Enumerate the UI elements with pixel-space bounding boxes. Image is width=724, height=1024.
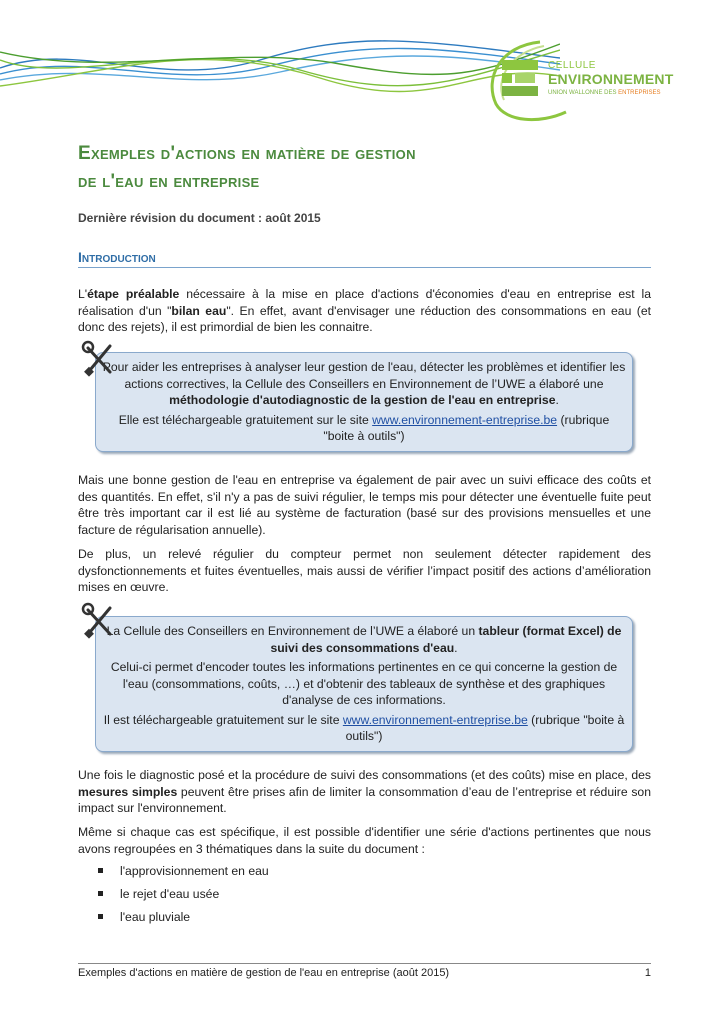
box2-text-1: La Cellule des Conseillers en Environnement de l’UWE a élaboré un tableur (format Excel) de suivi des consommations d'eau. — [106, 624, 622, 655]
revision-date: Dernière révision du document : août 2015 — [78, 211, 321, 225]
list-item: l'approvisionnement en eau — [96, 863, 269, 879]
logo-line-1: CELLULE — [548, 60, 596, 71]
box2-text-3: Il est téléchargeable gratuitement sur le site www.environnement-entreprise.be (rubrique "boite à outils") — [103, 712, 625, 743]
intro-paragraph: L'étape préalable nécessaire à la mise en place d'actions d'économies d'eau en entreprise est la réalisation d'un "bilan eau". En effet, avant d'envisager une réduction des consommations en eau (et donc des rejets), il est primordial de bien les connaitre. — [78, 287, 652, 334]
page-number: 1 — [644, 967, 651, 979]
document-title — [78, 140, 678, 196]
info-box-excel-tool — [95, 616, 633, 752]
info-box-autodiagnostic — [95, 352, 633, 452]
section-title-introduction: Introduction — [78, 249, 651, 268]
list-item: l'eau pluviale — [96, 909, 269, 925]
box1-text-1: Pour aider les entreprises à analyser leur gestion de l'eau, détecter les problèmes et identifier les actions correctives, la Cellule des Conseillers en Environnement de l’UWE a élaboré une méthodologie d'autodiagnostic de la gestion de l'eau en entreprise. — [102, 360, 626, 407]
title-line-2: de l'eau en entreprise — [78, 171, 260, 192]
paragraph-themes: Même si chaque cas est spécifique, il est possible d'identifier une série d'actions pertinentes que nous avons regroupées en 3 thématiques dans la suite du document : — [78, 825, 651, 856]
paragraph-meter-reading: De plus, un relevé régulier du compteur permet non seulement détecter rapidement des dysfonctionnements et fuites éventuelles, mais aussi de vérifier l’impact positif des actions d’amélioration mises en œuvre. — [78, 547, 651, 594]
logo-line-3: UNION WALLONNE DES ENTREPRISES — [548, 90, 661, 96]
page-footer — [78, 963, 651, 979]
box2-text-2: Celui-ci permet d'encoder toutes les informations pertinentes en ce qui concerne la gestion de l'eau (consommations, coûts, …) et d'obtenir des tableaux de synthèse et des graphiques d'analyse de ces informations. — [110, 660, 618, 707]
website-link-2[interactable]: www.environnement-entreprise.be — [342, 712, 528, 727]
box1-text-2: Elle est téléchargeable gratuitement sur le site www.environnement-entreprise.be (rubrique "boite à outils") — [118, 412, 610, 443]
themes-list — [96, 863, 269, 932]
footer-text: Exemples d'actions en matière de gestion de l'eau en entreprise (août 2015) — [78, 967, 450, 979]
tools-icon — [80, 340, 120, 380]
paragraph-cost-monitoring: Mais une bonne gestion de l'eau en entreprise va également de pair avec un suivi efficace des coûts et des quantités. En effet, s'il n'y a pas de suivi régulier, le temps mis pour détecter une éventuelle fuite peut être très important car il est lié au système de facturation (basé sur des provisions mensuelles et une facture de régularisation annuelle). — [78, 473, 651, 537]
tools-icon — [80, 602, 120, 642]
paragraph-simple-measures: Une fois le diagnostic posé et la procédure de suivi des consommations (et des coûts) mise en place, des mesures simples peuvent être prises afin de limiter la consommation d’eau de l’entreprise et réduire son impact sur l'environnement. — [78, 768, 651, 815]
header-waves — [0, 30, 560, 100]
logo-line-2: ENVIRONNEMENT — [548, 71, 674, 87]
website-link[interactable]: www.environnement-entreprise.be — [372, 412, 558, 427]
list-item: le rejet d'eau usée — [96, 886, 269, 902]
logo-text — [548, 60, 674, 97]
title-line-1: Exemples d'actions en matière de gestion — [78, 143, 416, 164]
